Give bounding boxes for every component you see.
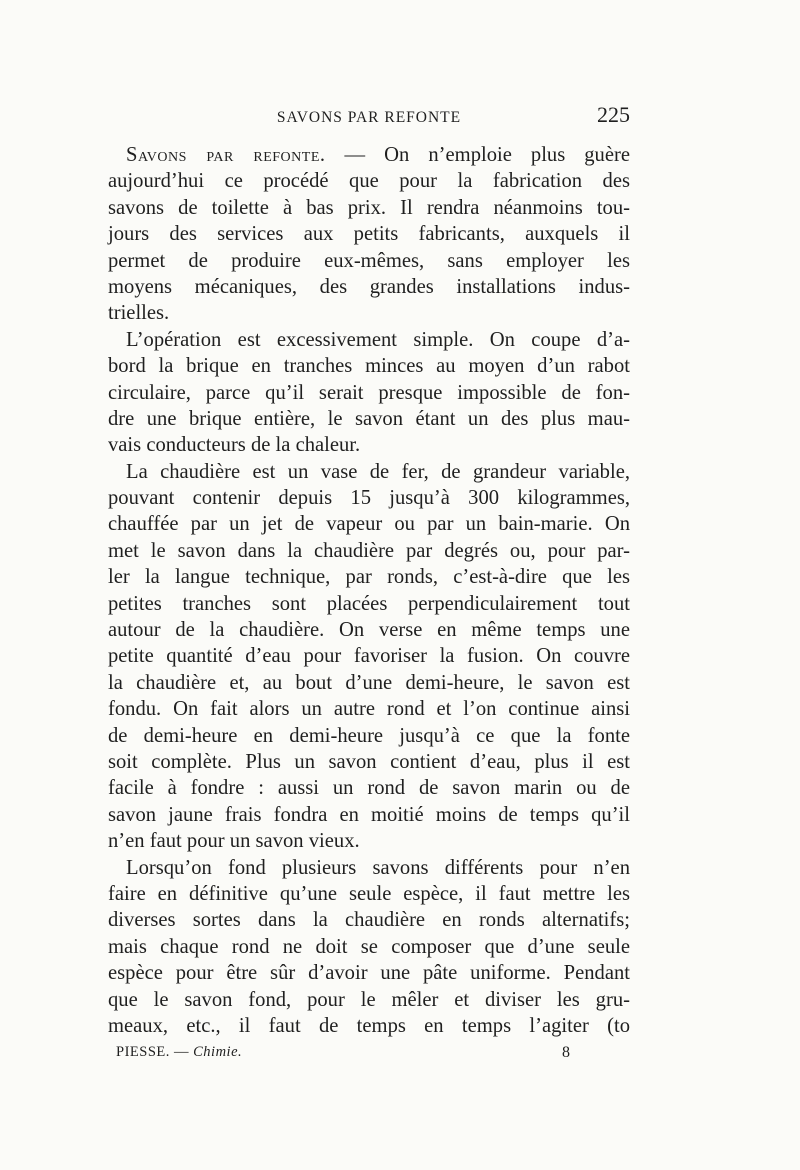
text-line: espèce pour être sûr d’avoir une pâte uniforme. Pendant bbox=[108, 962, 630, 985]
text-line: autour de la chaudière. On verse en même temps une bbox=[108, 619, 630, 642]
text-line: petite quantité d’eau pour favoriser la fusion. On couvre bbox=[108, 645, 630, 668]
paragraph-operation bbox=[108, 327, 630, 459]
text-line: vais conducteurs de la chaleur. bbox=[108, 434, 361, 457]
text-line: mais chaque rond ne doit se composer que d’une seule bbox=[108, 935, 630, 958]
text-line: n’en faut pour un savon vieux. bbox=[108, 830, 360, 853]
text-line: dre une brique entière, le savon étant un des plus mau- bbox=[108, 407, 630, 430]
section-lead-in: Savons par refonte. bbox=[126, 144, 326, 166]
page-footer bbox=[108, 1044, 630, 1068]
text-line: permet de produire eux-mêmes, sans employer les bbox=[108, 249, 630, 272]
text-line: pouvant contenir depuis 15 jusqu’à 300 kilogrammes, bbox=[108, 487, 630, 510]
text-line: met le savon dans la chaudière par degrés ou, pour par- bbox=[108, 539, 630, 562]
text-line: bord la brique en tranches minces au moyen d’un rabot bbox=[108, 355, 630, 378]
text-line: savons de toilette à bas prix. Il rendra néanmoins tou- bbox=[108, 196, 630, 219]
text-line: aujourd’hui ce procédé que pour la fabrication des bbox=[108, 170, 630, 193]
text-line: ler la langue technique, par ronds, c’est-à-dire que les bbox=[108, 566, 630, 589]
text-line: diverses sortes dans la chaudière en ronds alternatifs; bbox=[108, 909, 630, 932]
text-line: moyens mécaniques, des grandes installations indus- bbox=[108, 275, 630, 298]
running-title: SAVONS PAR REFONTE bbox=[276, 109, 462, 126]
text-line: circulaire, parce qu’il serait presque impossible de fon- bbox=[108, 381, 630, 404]
running-head bbox=[108, 102, 630, 132]
footer-separator: — bbox=[169, 1044, 194, 1060]
text-line: meaux, etc., il faut de temps en temps l’agiter (to bbox=[108, 1014, 630, 1037]
text-line: L’opération est excessivement simple. On coupe d’a- bbox=[126, 328, 630, 351]
text-line: facile à fondre : aussi un rond de savon marin ou de bbox=[108, 777, 630, 800]
text-line: trielles. bbox=[108, 302, 170, 325]
paragraph-plusieurs-savons bbox=[108, 855, 630, 1040]
text-line: Lorsqu’on fond plusieurs savons différents pour n’en bbox=[126, 856, 630, 879]
footer-author-line bbox=[116, 1044, 242, 1061]
text-line: faire en définitive qu’une seule espèce, il faut mettre les bbox=[108, 882, 630, 905]
signature-mark: 8 bbox=[562, 1044, 570, 1061]
text-line: la chaudière et, au bout d’une demi-heure, le savon est bbox=[108, 671, 630, 694]
body-text bbox=[108, 142, 630, 1039]
footer-author: PIESSE. bbox=[116, 1044, 170, 1060]
text-line: La chaudière est un vase de fer, de grandeur variable, bbox=[126, 460, 630, 483]
paragraph-chaudiere bbox=[108, 459, 630, 855]
paragraph-savons-par-refonte bbox=[108, 142, 630, 327]
text-line: que le savon fond, pour le mêler et diviser les gru- bbox=[108, 988, 630, 1011]
text-line: jours des services aux petits fabricants, auxquels il bbox=[108, 223, 630, 246]
text-line: fondu. On fait alors un autre rond et l’on continue ainsi bbox=[108, 698, 630, 721]
footer-book-title: Chimie. bbox=[193, 1044, 243, 1060]
text-line: soit complète. Plus un savon contient d’eau, plus il est bbox=[108, 750, 630, 773]
text-line bbox=[108, 142, 630, 168]
page-number: 225 bbox=[597, 102, 630, 127]
text-line: de demi-heure en demi-heure jusqu’à ce que la fonte bbox=[108, 724, 630, 747]
text-line: savon jaune frais fondra en moitié moins de temps qu’il bbox=[108, 803, 630, 826]
text-line-content: — On n’emploie plus guère bbox=[325, 144, 630, 166]
text-line: chauffée par un jet de vapeur ou par un bain-marie. On bbox=[108, 513, 630, 536]
text-line: petites tranches sont placées perpendiculairement tout bbox=[108, 592, 630, 615]
